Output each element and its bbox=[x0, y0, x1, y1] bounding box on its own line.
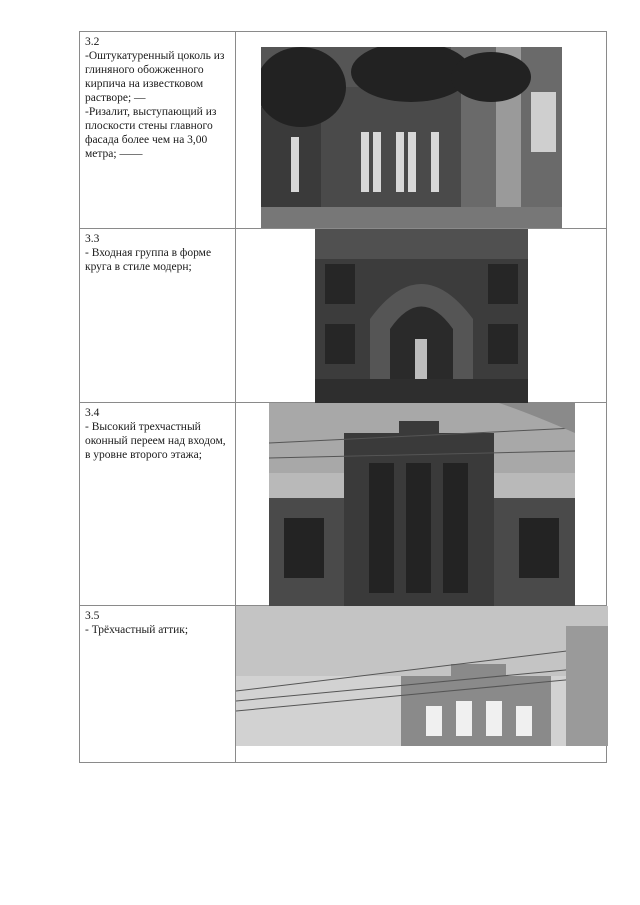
description-cell bbox=[80, 32, 236, 229]
table-row bbox=[80, 403, 607, 606]
three-part-window-photo bbox=[269, 403, 575, 606]
attic-photo bbox=[236, 606, 608, 746]
item-number: 3.5 bbox=[85, 610, 100, 622]
photo-cell bbox=[236, 32, 607, 229]
description-cell bbox=[80, 229, 236, 403]
item-description: -Оштукатуренный цоколь из глиняного обожженного кирпича на известковом растворе; — -Ризалит, выступающий из плоскости стены главного фасада более чем на 3,00 метра; —— bbox=[85, 50, 225, 160]
item-description: - Входная группа в форме круга в стиле модерн; bbox=[85, 247, 212, 273]
photo-cell bbox=[236, 229, 607, 403]
description-cell bbox=[80, 403, 236, 606]
item-number: 3.3 bbox=[85, 233, 100, 245]
features-table bbox=[79, 31, 607, 763]
photo-cell bbox=[236, 606, 607, 763]
description-cell bbox=[80, 606, 236, 763]
table-row bbox=[80, 229, 607, 403]
table-row bbox=[80, 32, 607, 229]
item-number: 3.4 bbox=[85, 407, 100, 419]
building-facade-with-trees-photo bbox=[261, 47, 562, 228]
item-number: 3.2 bbox=[85, 36, 100, 48]
photo-cell bbox=[236, 403, 607, 606]
table-row bbox=[80, 606, 607, 763]
item-description: - Трёхчастный аттик; bbox=[85, 624, 189, 636]
arched-entrance-photo bbox=[315, 229, 528, 403]
item-description: - Высокий трехчастный оконный переем над входом, в уровне второго этажа; bbox=[85, 421, 226, 461]
